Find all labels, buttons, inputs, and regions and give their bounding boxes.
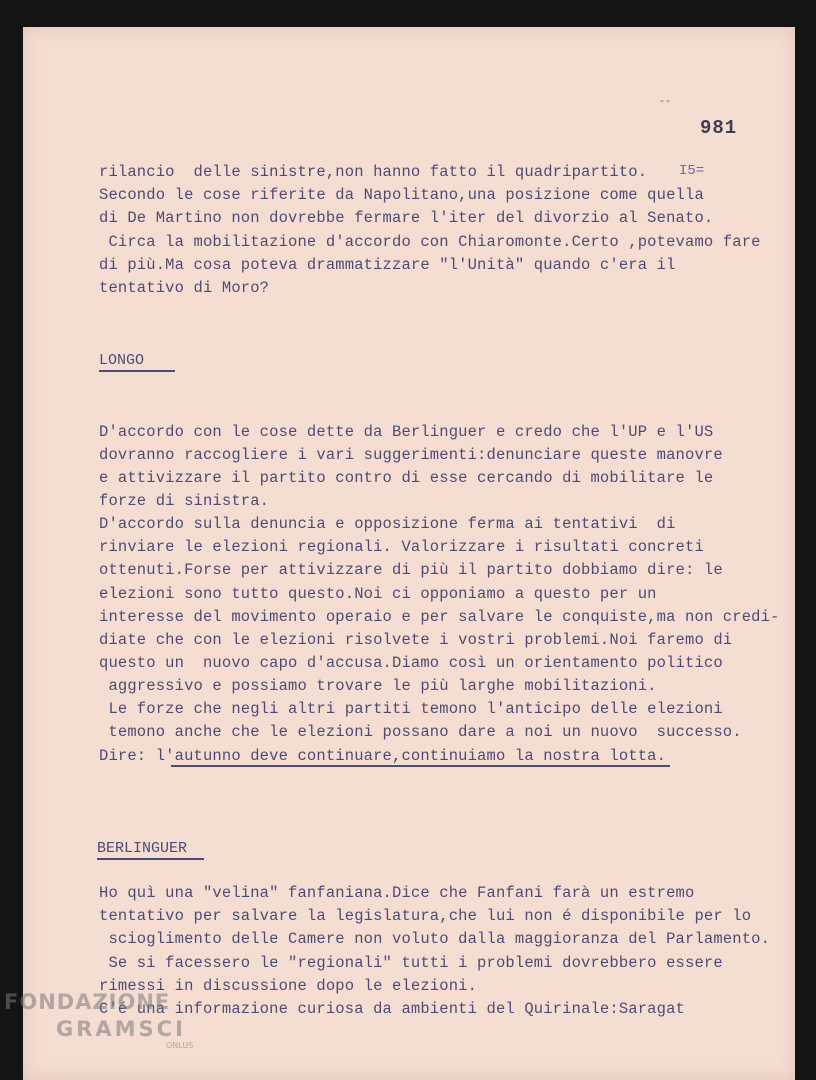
text-line: scioglimento delle Camere non voluto dalla maggioranza del Parlamento.: [99, 930, 771, 948]
speaker-heading-berlinguer: BERLINGUER: [97, 840, 188, 857]
text-line: D'accordo sulla denuncia e opposizione ferma ai tentativi di: [99, 515, 676, 533]
text-line: elezioni sono tutto questo.Noi ci opponiamo a questo per un: [99, 585, 657, 603]
heading-underline: [99, 370, 175, 372]
text-line: Secondo le cose riferite da Napolitano,una posizione come quella: [99, 186, 704, 204]
text-line: di De Martino non dovrebbe fermare l'iter del divorzio al Senato.: [99, 209, 714, 227]
text-line: C'é una informazione curiosa da ambienti del Quirinale:Saragat: [99, 1000, 685, 1018]
text-line: rimessi in discussione dopo le elezioni.: [99, 977, 478, 995]
text-line: tentativo per salvare la legislatura,che lui non é disponibile per lo: [99, 907, 752, 925]
text-line: e attivizzare il partito contro di esse cercando di mobilitare le: [99, 469, 714, 487]
text-underline: [171, 765, 670, 767]
text-line: rilancio delle sinistre,non hanno fatto il quadripartito.: [99, 163, 648, 181]
text-line: Le forze che negli altri partiti temono l'anticipo delle elezioni: [99, 700, 723, 718]
text-line: di più.Ma cosa poteva drammatizzare "l'Unità" quando c'era il: [99, 256, 676, 274]
watermark-line: FONDAZIONE: [4, 990, 171, 1014]
heading-underline: [97, 858, 204, 860]
text-line: temono anche che le elezioni possano dare a noi un nuovo successo.: [99, 723, 742, 741]
watermark-line: ONLUS: [166, 1041, 194, 1050]
text-line: forze di sinistra.: [99, 492, 270, 510]
sub-page-number: I5=: [679, 163, 705, 179]
document-page: [23, 27, 795, 1080]
text-line: diate che con le elezioni risolvete i vostri problemi.Noi faremo di: [99, 631, 733, 649]
text-line: aggressivo e possiamo trovare le più larghe mobilitazioni.: [99, 677, 657, 695]
text-line: questo un nuovo capo d'accusa.Diamo così un orientamento politico: [99, 654, 723, 672]
text-line: interesse del movimento operaio e per salvare le conquiste,ma non credi-: [99, 608, 780, 626]
text-line: Dire: l'autunno deve continuare,continuiamo la nostra lotta.: [99, 747, 667, 765]
text-line: tentativo di Moro?: [99, 279, 270, 297]
speaker-heading-longo: LONGO: [99, 352, 145, 369]
text-line: ottenuti.Forse per attivizzare di più il partito dobbiamo dire: le: [99, 561, 723, 579]
text-line: Se si facessero le "regionali" tutti i problemi dovrebbero essere: [99, 954, 723, 972]
text-line: Circa la mobilitazione d'accordo con Chiaromonte.Certo ,potevamo fare: [99, 233, 761, 251]
watermark-logo: [4, 992, 193, 1050]
text-line: Ho quì una "velina" fanfaniana.Dice che Fanfani farà un estremo: [99, 884, 695, 902]
pencil-tick-mark: --: [659, 97, 672, 108]
watermark-line: GRAMSCI: [56, 1017, 186, 1041]
page-number: 981: [700, 117, 738, 139]
text-line: D'accordo con le cose dette da Berlinguer e credo che l'UP e l'US: [99, 423, 714, 441]
text-line: rinviare le elezioni regionali. Valorizzare i risultati concreti: [99, 538, 704, 556]
text-line: dovranno raccogliere i vari suggerimenti:denunciare queste manovre: [99, 446, 723, 464]
